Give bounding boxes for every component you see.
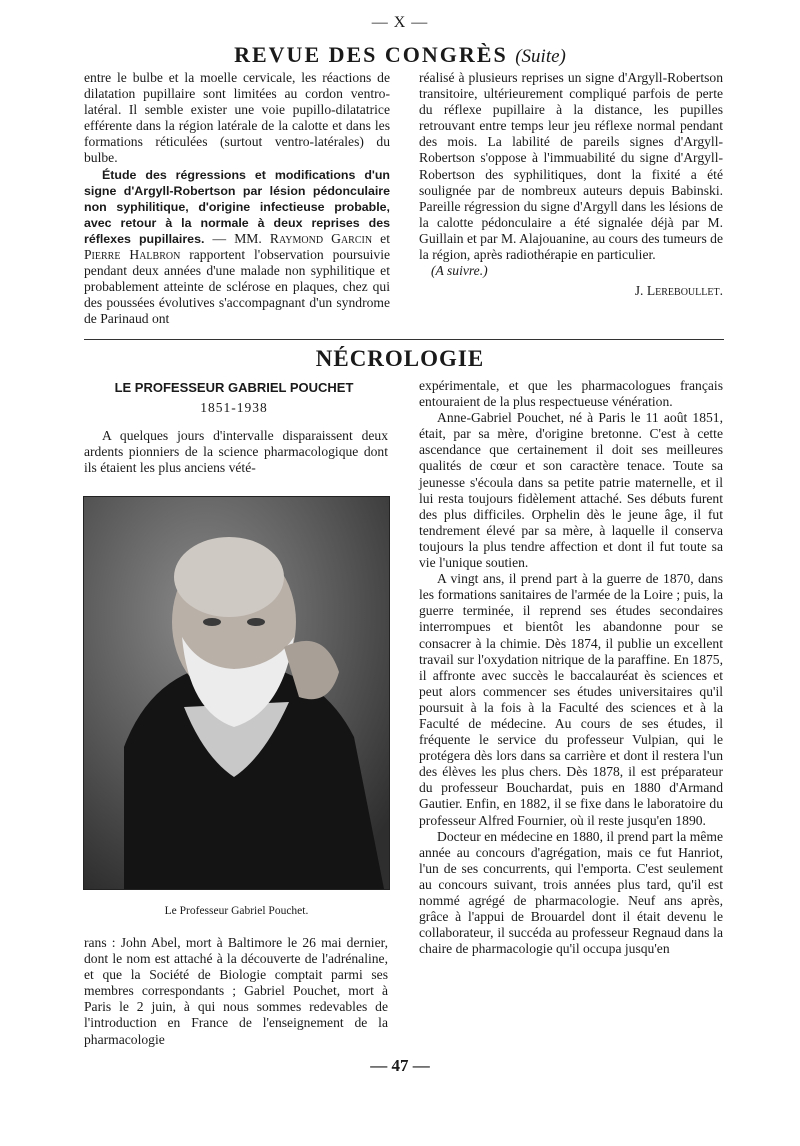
necrologie-title: NÉCROLOGIE: [315, 346, 485, 371]
obituary-right-column: [419, 378, 723, 957]
obituary-right-paragraph-1: Anne-Gabriel Pouchet, né à Paris le 11 août 1851, était, par sa mère, d'origine bretonne. C'est à cette ascendance que certainement il doit ses meilleures qualités de cœur et son caractère tenace. Toute sa jeunesse s'écoula dans sa petite patrie maternelle, et il lui resta toujours fidèlement attaché. Ses débuts furent des plus difficiles. Orphelin dès le jeune âge, il fut tendrement élevé par sa mère, à laquelle il conserva toujours la plus tendre affection et dont il fut toute sa vie l'unique soutien.: [419, 410, 723, 571]
section-divider: [84, 339, 724, 340]
authors-prefix: — MM.: [204, 230, 270, 246]
section-header: [0, 42, 800, 68]
author-signature: J. Lereboullet.: [634, 283, 723, 299]
obituary-left-bottom: [84, 935, 388, 1048]
obituary-dates: 1851-1938: [200, 400, 268, 415]
author-garcin: Raymond Garcin: [269, 230, 373, 246]
portrait-caption: Le Professeur Gabriel Pouchet.: [164, 905, 309, 917]
obituary-left-bottom-paragraph: rans : John Abel, mort à Baltimore le 26 mai dernier, dont le nom est attaché à la découverte de l'adrénaline, et que la Société de Biologie comptait parmi ses membres correspondants ; Gabriel Pouchet, mort à Paris le 2 juin, à qui nous sommes redevables de l'introduction en France de l'enseignement de la pharmacologie: [84, 935, 388, 1047]
obituary-right-paragraph-3: Docteur en médecine en 1880, il prend part la même année au concours d'agrégation, mais ce fut Hanriot, l'un de ses concurrents, qui l'emporta. C'est seulement au concours suivant, trois années plus tard, qu'il est nommé agrégé de pharmacologie. Neuf ans après, grâce à l'appui de Brouardel dont il était devenu le collaborateur, il succéda au professeur Regnaud dans la chaire de pharmacologie qu'il occupa jusqu'en: [419, 828, 723, 957]
top-right-column: [419, 70, 723, 299]
author-halbron: Pierre Halbron: [84, 247, 181, 263]
authors-conjunction: et: [372, 230, 390, 246]
obituary-right-paragraph-0: expérimentale, et que les pharmacologues français entouraient de la plus respectueuse vénération.: [419, 378, 723, 410]
page-roman-numeral: — X —: [371, 14, 429, 31]
section-title: REVUE DES CONGRÈS: [234, 42, 508, 67]
top-left-column: [84, 70, 390, 328]
obituary-intro: [84, 428, 388, 476]
top-left-paragraph-2: [84, 167, 390, 328]
obituary-intro-paragraph: A quelques jours d'intervalle disparaissent deux ardents pionniers de la science pharmacologique dont ils étaient les plus anciens vété-: [84, 428, 388, 476]
study-text: rapportent l'observation poursuivie pendant deux années d'une malade non syphilitique et probablement atteinte de sclérose en plaques, chez qui des poussées évolutives s'accompagnant d'un syndrome de Parinaud ont: [84, 247, 390, 327]
top-right-paragraph-1: réalisé à plusieurs reprises un signe d'Argyll-Robertson transitoire, ultérieurement compliqué parfois de perte du réflexe pupillaire à la distance, les pupilles retrouvant entre temps leur jeu réflexe normal pendant des mois. La labilité de pareils signes d'Argyll-Robertson s'oppose à l'immuabilité du signe d'Argyll-Robertson des syphilitiques, dont la fixité a été soulignée par de nombreux auteurs depuis Babinski. Pareille régression du signe d'Argyll dans les lésions de la calotte pédonculaire a été signalée déjà par M. Guillain et par M. Alajouanine, au cours des tumeurs de la région, après radiothérapie en particulier.: [419, 70, 723, 263]
obituary-subtitle: LE PROFESSEUR GABRIEL POUCHET: [114, 380, 354, 395]
study-title: Étude des régressions et modifications d'un signe d'Argyll-Robertson par lésion pédonculaire non syphilitique, d'origine infectieuse probable, avec retour à la normale à deux reprises des réflexes pupillaires.: [84, 167, 390, 246]
page-number: — 47 —: [370, 1056, 430, 1075]
a-suivre-note: (A suivre.): [431, 263, 488, 279]
obituary-right-paragraph-2: A vingt ans, il prend part à la guerre de 1870, dans les formations sanitaires de l'armée de la Loire ; puis, la guerre terminée, il reprend ses études secondaires interrompues et bientôt les abandonne pour se consacrer à la chimie. Dès 1874, il publie un excellent travail sur l'oxydation nitrique de la paraffine. En 1875, il affronte avec succès le baccalauréat ès sciences et peut alors commencer ses études universitaires qu'il poursuit à la fois à la Faculté des sciences et à la Faculté de médecine. Au cours de ses études, il fréquente le service du professeur Vulpian, qui le protégera dès lors dans sa carrière et dont il restera l'un des élèves les plus chers. Dès 1878, il est préparateur du professeur Bouchardat, puis en 1880 d'Armand Gautier. Enfin, en 1882, il se fixe dans le laboratoire du professeur Alfred Fournier, où il reste jusqu'en 1890.: [419, 571, 723, 828]
section-suite: (Suite): [515, 46, 566, 67]
portrait-illustration: [84, 497, 389, 889]
portrait-photo: [83, 496, 390, 890]
top-left-paragraph-1: entre le bulbe et la moelle cervicale, les réactions de dilatation pupillaire sont limitées au cordon ventro-latéral. Il semble exister une voie pupillo-dilatatrice efférente dans la région latérale de la calotte et dans les formations réticulées (surtout ventro-latérales) du bulbe.: [84, 70, 390, 166]
